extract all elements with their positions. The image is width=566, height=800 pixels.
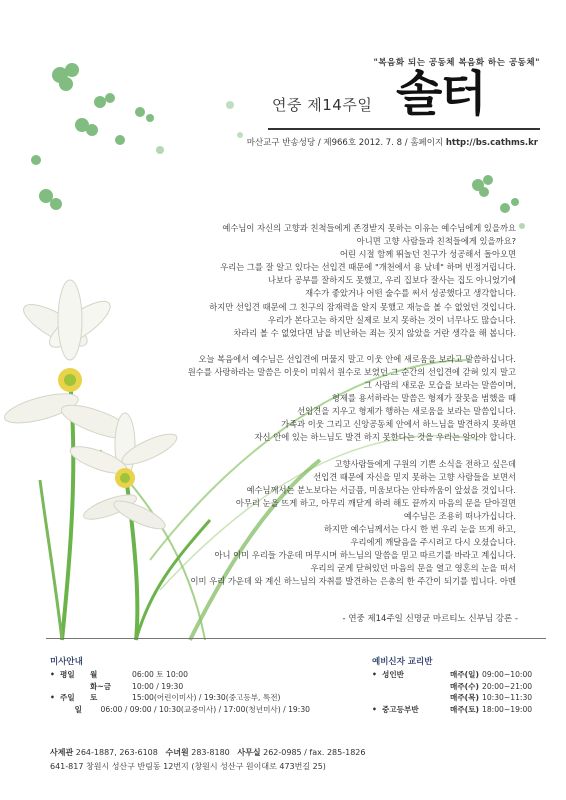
homily-paragraph [60,222,516,340]
mass-times: 06:00 토 10:00 [132,670,188,679]
homily-line: 고향사람들에게 구원의 기쁜 소식을 전하고 싶은데 [334,458,516,469]
issue-number: 제966호 [323,138,357,148]
rectory-label: 사제관 [50,748,74,757]
mass-day: 월 [90,670,98,679]
homily-paragraph [60,353,516,445]
mass-label [56,704,74,716]
mass-dot: • [50,670,55,679]
parish-name: 마산교구 반송성당 [246,138,316,148]
catechumen-class [372,655,552,715]
homily-line: 형제를 용서하라는 말씀은 형제가 잘못을 범했을 때 [331,393,516,404]
class-group [382,681,450,693]
mass-label: 평일 [60,670,75,679]
homily-line: 그 사람의 새로운 모습을 보라는 말씀이며, [363,380,516,391]
convent-phone: 283-8180 [191,748,230,757]
issue-date: 2012. 7. 8 [358,138,403,148]
liturgical-sunday: 연중 제14주일 [272,96,373,114]
class-group [382,692,450,704]
class-week: 매주(일) [450,670,479,679]
homily-line: 아무리 눈을 뜨게 하고, 아무리 깨닫게 하려 해도 끝까지 마음의 문을 닫아걸면 [235,497,516,508]
homily-line: 오늘 복음에서 예수님은 선입견에 머물지 말고 이웃 안에 새로움을 보라고 말씀하십니다. [198,353,516,364]
class-dot [372,681,382,693]
mass-day: 화~금 [90,681,112,691]
homepage-link[interactable]: http://bs.cathms.kr [445,138,538,148]
homily-line: 선입견 때문에 자신을 믿지 못하는 고향 사람들을 보면서 [313,471,516,482]
bulletin-masthead: 솔터 [396,66,485,122]
homily-line: 어린 시절 함께 뛰놀던 친구가 성공해서 돌아오면 [339,249,516,260]
mass-schedule-row [50,704,310,716]
class-time: 18:00~19:00 [482,704,533,714]
mass-schedule [50,655,310,715]
class-week: 매주(목) [450,693,479,702]
mass-times: 06:00 / 09:00 / 10:30(교중미사) / 17:00(청년미사) / 19:30 [100,704,310,714]
parish-motto: "복음화 되는 공동체 복음화 하는 공동체" [373,58,540,68]
class-schedule-row [372,681,552,693]
class-time: 09:00~10:00 [482,670,533,679]
mass-schedule-row [50,692,310,704]
class-dot: • [372,670,377,679]
mass-day: 토 [90,693,98,702]
homily-line: 자신 안에 있는 하느님도 발견 하지 못한다는 것을 우리는 알아야 합니다. [254,432,516,443]
homily-line: 이미 우리 가운데 와 계신 하느님의 자취를 발견하는 은총의 한 주간이 되기를 빕니다. 아멘 [190,576,516,587]
mass-schedule-row [50,669,310,681]
mass-day: 일 [74,704,82,714]
class-schedule-row [372,669,552,681]
office-phone: 262-0985 / fax. 285-1826 [263,748,366,757]
class-week: 매주(토) [450,704,479,714]
clover-leaves-decoration [31,63,243,210]
homily-line: 우리에게 깨달음을 주시려고 다시 오셨습니다. [350,537,516,548]
header-divider [268,128,540,130]
class-schedule-row [372,704,552,716]
footer-divider [46,638,546,639]
homily-line: 예수님이 자신의 고향과 친척들에게 존경받지 못하는 이유는 예수님에게 있을까요 [222,223,516,233]
homily-line: 우리의 굳게 닫혀있던 마음의 문을 열고 영혼의 눈을 떠서 [310,563,516,574]
mass-label: 주일 [60,693,75,702]
homily-line: 가족과 이웃 그리고 신앙공동체 안에서 하느님을 발견하지 못하면 [281,419,516,430]
mass-times: 15:00(어린이미사) / 19:30(중고등부, 특전) [132,693,281,702]
class-time: 20:00~21:00 [482,681,533,691]
contact-info [50,746,550,774]
class-group: 성인반 [382,670,405,679]
mass-schedule-title: 미사안내 [50,657,83,667]
homily-line: 우리가 본다고는 하지만 실제로 보지 못하는 것이 너무나도 많습니다. [267,314,516,325]
mass-schedule-row [50,681,310,693]
parish-address: 641-817 창원시 성산구 반림동 12번지 (창원시 성산구 원이대로 473번길 25) [50,762,326,771]
class-time: 10:30~11:30 [482,693,533,702]
issue-info: 마산교구 반송성당 / 제966호 2012. 7. 8 / 홈페이지 http://bs.cathms.kr [246,138,538,148]
clover-right-decoration [472,175,525,229]
homily-line: 아니면 고향 사람들과 친척들에게 있을까요? [356,236,516,247]
homily-line: 하지만 예수님께서는 다시 한 번 우리 눈을 뜨게 하고, [323,523,516,534]
homily-line: 선입견을 지우고 형제가 행하는 새로움을 보라는 말씀입니다. [297,406,516,417]
class-schedule-row [372,692,552,704]
office-label: 사무실 [237,748,261,757]
homily-paragraph [60,458,516,589]
mass-dot [50,681,60,693]
homily-line: 원수를 사랑하라는 말씀은 이웃이 미워서 원수로 보였던 그 순간의 선입견에 갇혀 있지 말고 [187,366,516,377]
homily-line: 차라리 볼 수 없었다면 남을 비난하는 죄는 짓지 않았을 거란 생각을 해 봅니다. [233,327,516,338]
convent-label: 수녀원 [165,748,189,757]
class-week: 매주(수) [450,681,479,691]
homepage-label: 홈페이지 [410,138,444,148]
class-group: 중고등부반 [382,704,419,714]
class-dot: • [372,704,377,714]
homily-line: 아니 이미 우리들 가운데 머무시며 하느님의 말씀을 믿고 따르기를 바라고 계십니다. [214,550,516,561]
homily-line: 나보다 공부를 잘하지도 못했고, 우리 집보다 잘사는 집도 아니었기에 [267,275,516,286]
homily-line: 하지만 선입견 때문에 그 친구의 잠재력을 알지 못했고 재능을 볼 수 없었던 것입니다. [209,301,516,312]
rectory-phone: 264-1887, 263-6108 [75,748,158,757]
homily-text [60,222,516,601]
homily-line: 우리는 그를 잘 알고 있다는 선입견 때문에 "개천에서 용 났네" 하며 빈정거립니다. [220,262,516,273]
class-dot [372,692,382,704]
catechumen-class-title: 예비신자 교리반 [372,657,433,667]
mass-label [60,681,90,693]
homily-line: 예수님께서는 분노보다는 서글픔, 미움보다는 안타까움이 앞섰을 것입니다. [246,484,516,495]
homily-signature: - 연중 제14주일 신명균 마르티노 신부님 강론 - [342,614,518,624]
mass-times: 10:00 / 19:30 [132,681,184,691]
homily-line: 예수님은 조용히 떠나가십니다. [403,510,516,521]
mass-dot: • [50,693,55,702]
homily-line: 재수가 좋았거나 어떤 술수를 써서 성공했다고 생각합니다. [305,288,516,299]
